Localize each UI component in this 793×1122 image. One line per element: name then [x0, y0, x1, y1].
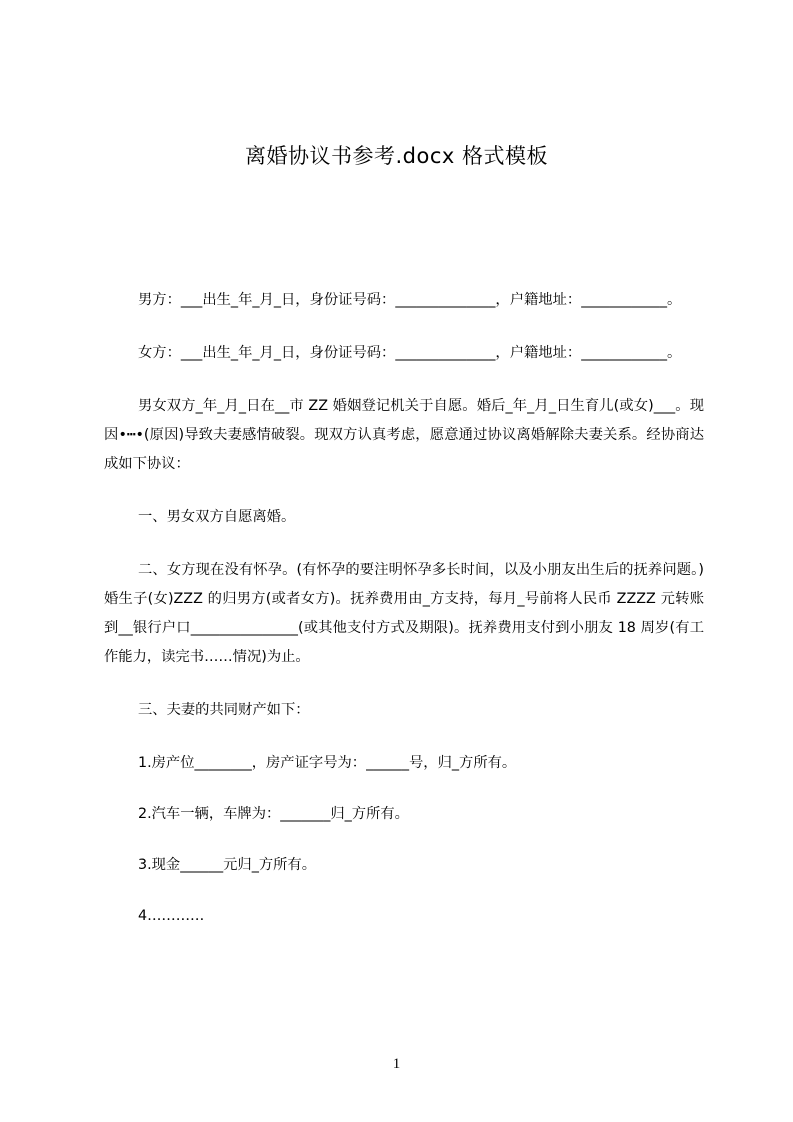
- document-title: 离婚协议书参考.docx 格式模板: [244, 144, 548, 168]
- paragraph-clause-one: 一、男女双方自愿离婚。: [138, 509, 296, 525]
- property-item-car: 2.汽车一辆，车牌为：_______归_方所有。: [138, 806, 409, 822]
- property-item-four: [104, 902, 704, 931]
- property-item-house: 1.房产位________，房产证字号为：______号，归_方所有。: [138, 755, 517, 771]
- paragraph-male-party: 男方：___出生_年_月_日，身份证号码：______________，户籍地址：____________。: [138, 292, 682, 308]
- page-number: 1: [392, 1056, 401, 1072]
- property-item-cash: 3.现金______元归_方所有。: [138, 857, 317, 873]
- paragraph-clause-two: 二、女方现在没有怀孕。(有怀孕的要注明怀孕多长时间，以及小朋友出生后的抚养问题。)婚生子(女)ZZZ 的归男方(或者女方)。抚养费用由_方支持，每月_号前将人民币 ZZZZ 元转账到__银行户口_______________(或其他支付方式及期限)。抚养费用支付到小朋友 18 周岁(有工作能力，读完书……情况)为止。: [104, 562, 704, 665]
- item-four-ellipsis: …………: [147, 908, 205, 924]
- item-four-number: 4: [138, 908, 148, 924]
- paragraph-female-party: 女方：___出生_年_月_日，身份证号码：______________，户籍地址：____________。: [138, 345, 682, 361]
- paragraph-marriage-background: 男女双方_年_月_日在__市 ZZ 婚姻登记机关于自愿。婚后_年_月_日生育儿(或女)___。现因•┅•(原因)导致夫妻感情破裂。现双方认真考虑，愿意通过协议离婚解除夫妻关系。经协商达成如下协议：: [104, 398, 704, 472]
- paragraph-clause-three: 三、夫妻的共同财产如下：: [138, 702, 310, 718]
- document-body: [104, 286, 704, 953]
